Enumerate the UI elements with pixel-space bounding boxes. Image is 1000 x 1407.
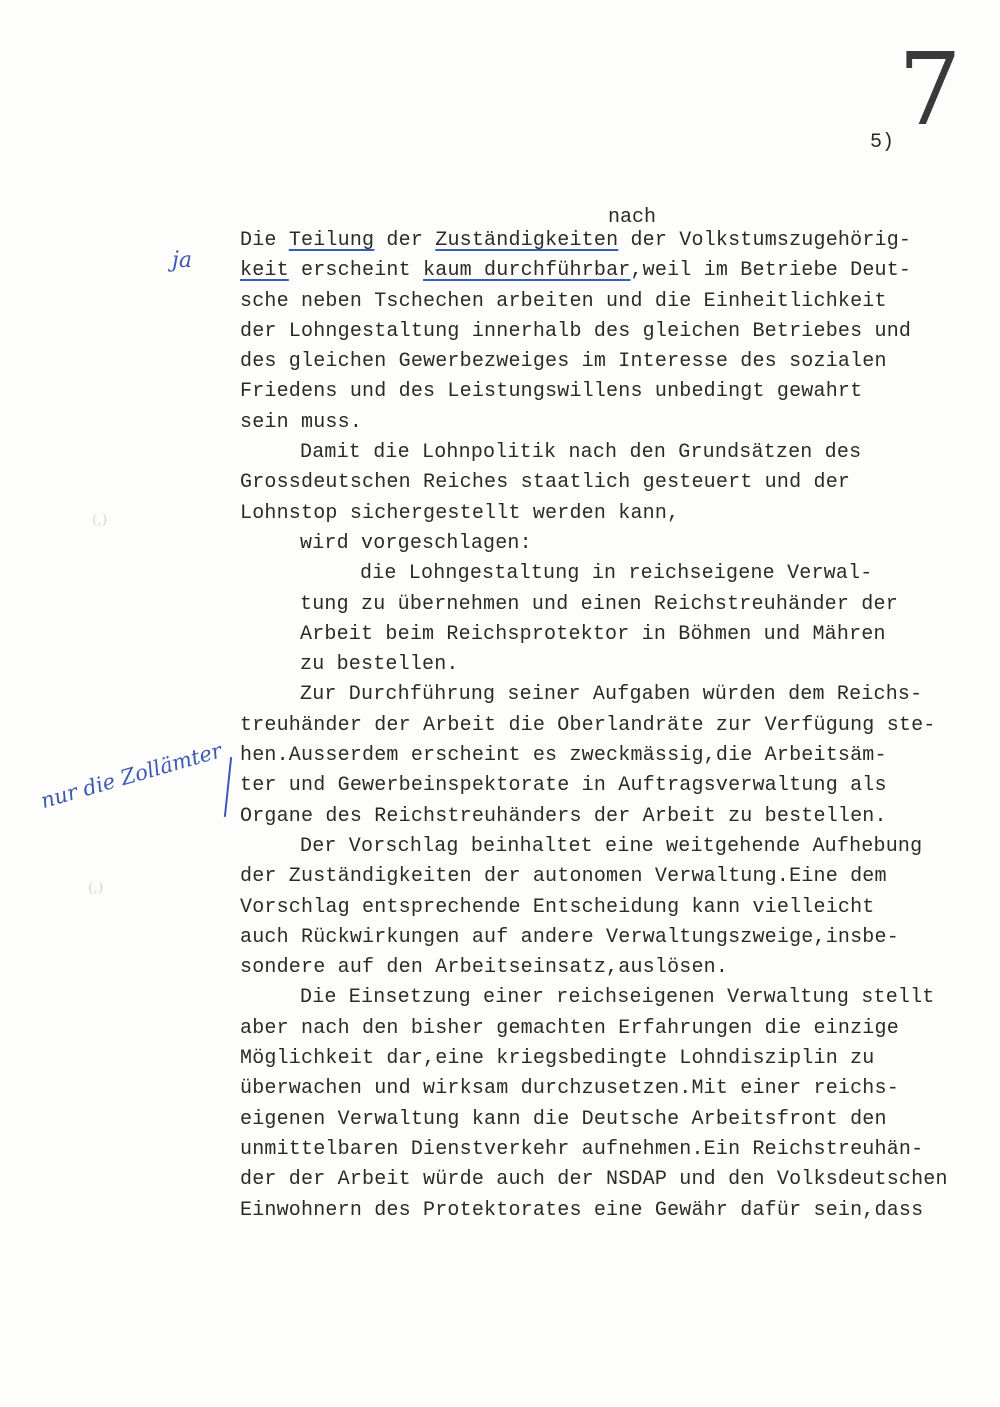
text-line: ter und Gewerbeinspektorate in Auftragsverwaltung als — [240, 774, 887, 798]
bleed-through-mark: (,) — [92, 512, 108, 528]
text-line: Einwohnern des Protektorates eine Gewähr dafür sein,dass — [240, 1198, 924, 1222]
text-line: zu bestellen. — [300, 653, 459, 677]
text-line: Vorschlag entsprechende Entscheidung kann vielleicht — [240, 895, 875, 919]
body-text — [240, 226, 970, 1226]
text-line: Damit die Lohnpolitik nach den Grundsätzen des — [300, 441, 862, 465]
margin-annotation-note: nur die Zollämter — [38, 738, 225, 814]
text-line: Lohnstop sichergestellt werden kann, — [240, 501, 680, 525]
text-line: der Lohngestaltung innerhalb des gleichen Betriebes und — [240, 319, 912, 343]
bleed-through-mark: (,) — [88, 880, 104, 896]
text-line: Friedens und des Leistungswillens unbedingt gewahrt — [240, 380, 863, 404]
text-line: unmittelbaren Dienstverkehr aufnehmen.Ein Reichstreuhän- — [240, 1137, 924, 1161]
underlined-phrase: kaum durchführbar — [423, 259, 631, 283]
text-line: die Lohngestaltung in reichseigene Verwal- — [360, 562, 873, 586]
underlined-phrase: Teilung — [288, 229, 375, 252]
text-line: Organe des Reichstreuhänders der Arbeit zu bestellen. — [240, 804, 887, 828]
margin-annotation-ja: ja — [172, 248, 192, 273]
text-line: Die Teilung der Zuständigkeiten der Volkstumszugehörig- — [240, 229, 912, 252]
text-line: des gleichen Gewerbezweiges im Interesse des sozialen — [240, 350, 887, 374]
interlinear-insertion: nach — [608, 206, 657, 229]
text-line: Arbeit beim Reichsprotektor in Böhmen und Mähren — [300, 622, 886, 646]
text-line: treuhänder der Arbeit die Oberlandräte zur Verfügung ste- — [240, 713, 936, 737]
text-line: der Zuständigkeiten der autonomen Verwaltung.Eine dem — [240, 865, 887, 889]
text-line: wird vorgeschlagen: — [300, 531, 532, 555]
text-line: überwachen und wirksam durchzusetzen.Mit einer reichs- — [240, 1077, 899, 1101]
text-line: Die Einsetzung einer reichseigenen Verwaltung stellt — [300, 986, 935, 1010]
text-line: Zur Durchführung seiner Aufgaben würden dem Reichs- — [300, 683, 923, 707]
text-line: sche neben Tschechen arbeiten und die Einheitlichkeit — [240, 289, 887, 313]
page-number: 5) — [870, 131, 895, 154]
text-line: tung zu übernehmen und einen Reichstreuhänder der — [300, 592, 898, 616]
folio-number: 7 — [898, 31, 962, 148]
text-line: Möglichkeit dar,eine kriegsbedingte Lohndisziplin zu — [240, 1047, 875, 1071]
text-line: sein muss. — [240, 410, 363, 434]
text-line: sondere auf den Arbeitseinsatz,auslösen. — [240, 956, 729, 980]
text-line: der der Arbeit würde auch der NSDAP und den Volksdeutschen — [240, 1168, 948, 1192]
margin-bracket-mark — [224, 757, 232, 817]
text-line: hen.Ausserdem erscheint es zweckmässig,die Arbeitsäm- — [240, 744, 887, 768]
text-line: eigenen Verwaltung kann die Deutsche Arbeitsfront den — [240, 1107, 887, 1131]
text-line: auch Rückwirkungen auf andere Verwaltungszweige,insbe- — [240, 925, 899, 949]
text-line: Der Vorschlag beinhaltet eine weitgehende Aufhebung — [300, 834, 923, 858]
underlined-phrase: keit — [240, 259, 289, 283]
text-line: keit erscheint kaum durchführbar,weil im Betriebe Deut- — [240, 259, 912, 283]
text-line: aber nach den bisher gemachten Erfahrungen die einzige — [240, 1016, 899, 1040]
underlined-phrase: Zuständigkeiten — [435, 229, 619, 252]
text-line: Grossdeutschen Reiches staatlich gesteuert und der — [240, 471, 851, 495]
